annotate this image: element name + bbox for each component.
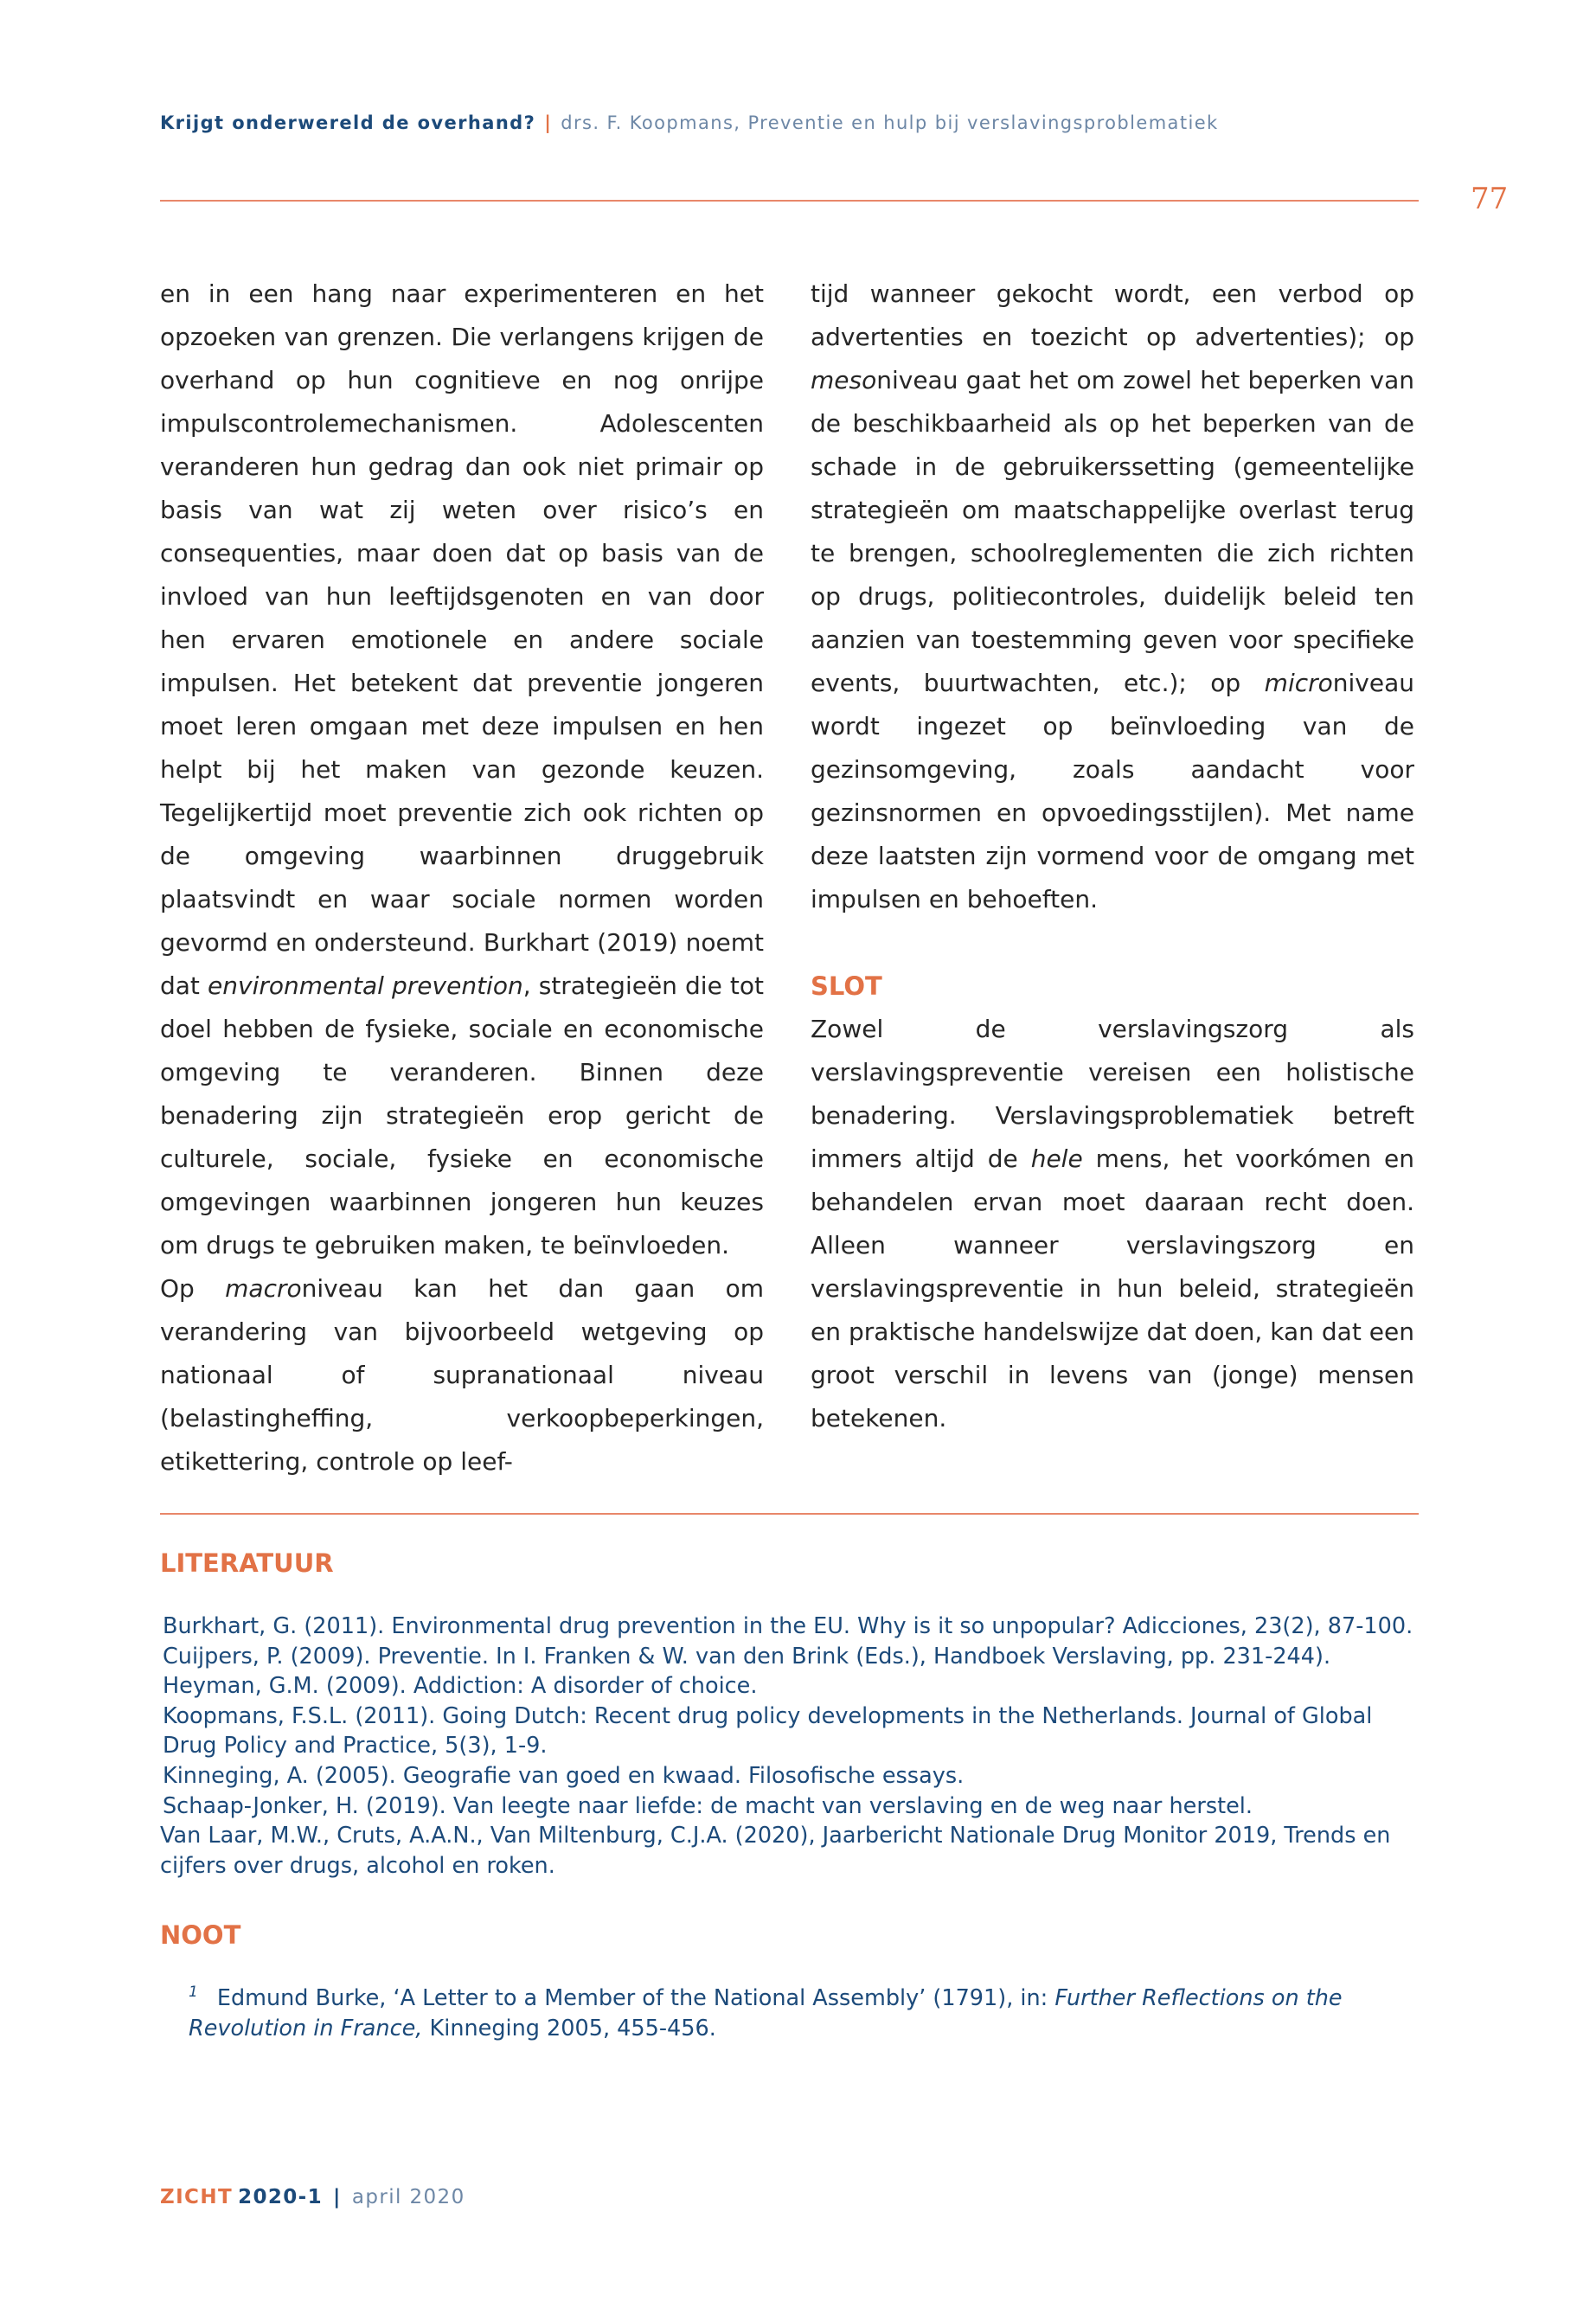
left-column — [160, 272, 764, 1484]
reference-item: Schaap-Jonker, H. (2019). Van leegte naar liefde: de macht van verslaving en de weg naar herstel. — [163, 1792, 1253, 1819]
literature-heading: LITERATUUR — [160, 1548, 334, 1578]
header-rule — [160, 200, 1419, 202]
page-footer — [160, 2186, 465, 2208]
page-number: 77 — [1471, 182, 1509, 216]
right-paragraph-1: tijd wanneer gekocht wordt, een verbod op advertenties en toezicht op advertenties); op mesoniveau gaat het om zowel het beperken van de beschikbaarheid als op het beperken van de schade in de gebruikerssetting (gemeentelijke strategieën om maatschappelijke overlast terug te brengen, schoolreglementen die zich richten op drugs, politiecontroles, duidelijk beleid ten aanzien van toestemming geven voor specifieke events, buurtwachten, etc.); op microniveau wordt ingezet op beïnvloeding van de gezinsomgeving, zoals aandacht voor gezinsnormen en opvoedingsstijlen). Met name deze laatsten zijn vormend voor de omgang met impulsen en behoeften. — [811, 279, 1414, 913]
slot-paragraph: Zowel de verslavingszorg als verslavingspreventie vereisen een holistische benadering. Verslavingsproblematiek betreft immers altijd de hele mens, het voorkómen en behandelen ervan moet daaraan recht doen. Alleen wanneer verslavingszorg en verslavingspreventie in hun beleid, strategieën en praktische handelswijze dat doen, kan dat een groot verschil in levens van (jonge) mensen betekenen. — [811, 1015, 1415, 1433]
running-header — [160, 112, 1414, 133]
running-header-separator: | — [544, 112, 553, 133]
running-header-title: Krijgt onderwereld de overhand? — [160, 112, 536, 133]
reference-item: Koopmans, F.S.L. (2011). Going Dutch: Recent drug policy developments in the Netherlands. Journal of Global Drug Policy and Practice, 5(3), 1-9. — [163, 1702, 1373, 1759]
running-header-subtitle: drs. F. Koopmans, Preventie en hulp bij verslavingsproblematiek — [561, 112, 1219, 133]
footnote: $^1$ Edmund Burke, ‘A Letter to a Member of the National Assembly’ (1791), in: Further Reflections on the Revolution in France, Kinneging 2005, 455-456. — [189, 1984, 1343, 2041]
reference-item: Kinneging, A. (2005). Geografie van goed en kwaad. Filosofische essays. — [163, 1762, 965, 1789]
footer-separator: | — [333, 2186, 342, 2208]
footnote-marker: 1 — [189, 1984, 198, 2001]
reference-item: Van Laar, M.W., Cruts, A.A.N., Van Miltenburg, C.J.A. (2020), Jaarbericht Nationale Drug Monitor 2019, Trends en cijfers over drugs, alcohol en roken. — [160, 1823, 1391, 1879]
footer-date: april 2020 — [351, 2186, 465, 2208]
footer-brand: ZICHT — [160, 2186, 234, 2208]
reference-item: Burkhart, G. (2011). Environmental drug prevention in the EU. Why is it so unpopular? Adicciones, 23(2), 87-100. — [163, 1613, 1413, 1639]
footer-issue: 2020-1 — [238, 2186, 324, 2208]
reference-item: Heyman, G.M. (2009). Addiction: A disorder of choice. — [163, 1673, 758, 1700]
left-paragraph-1: en in een hang naar experimenteren en het opzoeken van grenzen. Die verlangens krijgen de overhand op hun cognitieve en nog onrijpe impulscontrolemechanismen. Adolescenten veranderen hun gedrag dan ook niet primair op basis van wat zij weten over risico’s en consequenties, maar doen dat op basis van de invloed van hun leeftijdsgenoten en van door hen ervaren emotionele en andere sociale impulsen. Het betekent dat preventie jongeren moet leren omgaan met deze impulsen en hen helpt bij het maken van gezonde keuzen. Tegelijkertijd moet preventie zich ook richten op de omgeving waarbinnen druggebruik plaatsvindt en waar sociale normen worden gevormd en ondersteund. Burkhart (2019) noemt dat environmental prevention, strategieën die tot doel hebben de fysieke, sociale en economische omgeving te veranderen. Binnen deze benadering zijn strategieën erop gericht de culturele, sociale, fysieke en economische omgevingen waarbinnen jongeren hun keuzes om drugs te gebruiken maken, te beïnvloeden. — [160, 279, 765, 1259]
note-heading: NOOT — [160, 1920, 241, 1950]
reference-list — [160, 1612, 1417, 1881]
left-paragraph-2: Op macroniveau kan het dan gaan om verandering van bijvoorbeeld wetgeving op nationaal of supranationaal niveau (belastingheffing, verkoopbeperkingen, etikettering, controle op leef- — [160, 1274, 764, 1476]
slot-heading: SLOT — [811, 971, 882, 1001]
reference-item: Cuijpers, P. (2009). Preventie. In I. Franken & W. van den Brink (Eds.), Handboek Verslaving, pp. 231-244). — [163, 1643, 1331, 1670]
right-column — [811, 272, 1414, 1440]
section-rule — [160, 1513, 1419, 1515]
